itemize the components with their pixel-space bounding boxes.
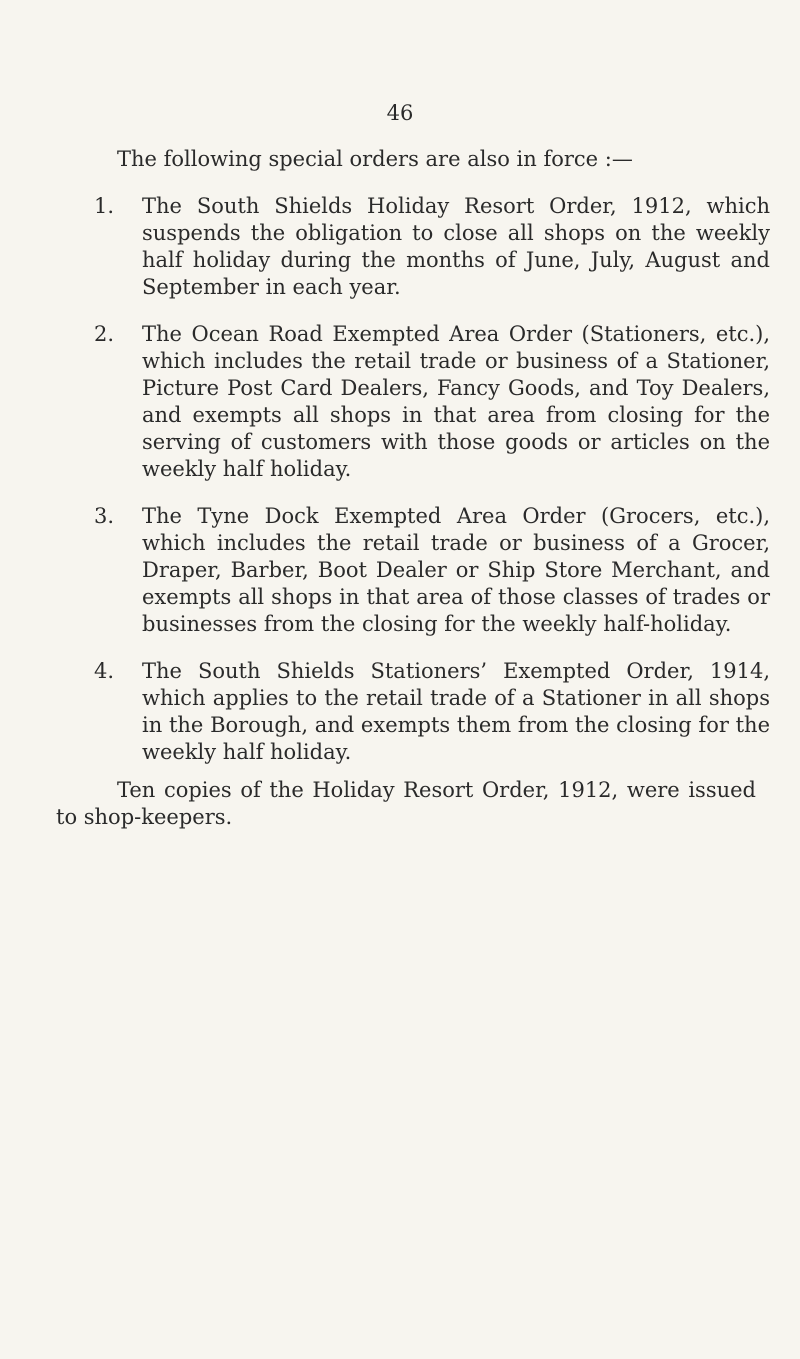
order-number: 3. [94,504,115,528]
closing-paragraph: Ten copies of the Holiday Resort Order, 1912, were issued to shop-keepers. [56,778,756,829]
order-item-1 [94,193,770,301]
order-text: The Ocean Road Exempted Area Order (Stationers, etc.), which includes the retail trade or business of a Stationer, Picture Post Card Dealers, Fancy Goods, and Toy Dealers, and exempts all shops in that area from closing for the serving of customers with those goods or articles on the weekly half holiday. [142,322,770,481]
orders-list [94,193,770,786]
order-item-3 [94,503,770,638]
order-item-4 [94,658,770,766]
order-number: 4. [94,659,115,683]
order-text: The South Shields Holiday Resort Order, 1912, which suspends the obligation to close all shops on the weekly half holiday during the months of June, July, August and September in each year. [142,194,770,299]
order-text: The Tyne Dock Exempted Area Order (Grocers, etc.), which includes the retail trade or business of a Grocer, Draper, Barber, Boot Dealer or Ship Store Merchant, and exempts all shops in that area of those classes of trades or businesses from the closing for the weekly half-holiday. [142,504,770,636]
page-number: 46 [386,101,414,125]
order-number: 2. [94,322,115,346]
order-text: The South Shields Stationers’ Exempted Order, 1914, which applies to the retail trade of a Stationer in all shops in the Borough, and exempts them from the closing for the weekly half holiday. [142,659,770,764]
order-number: 1. [94,194,115,218]
intro-paragraph: The following special orders are also in force :— [117,147,633,171]
order-item-2 [94,321,770,483]
